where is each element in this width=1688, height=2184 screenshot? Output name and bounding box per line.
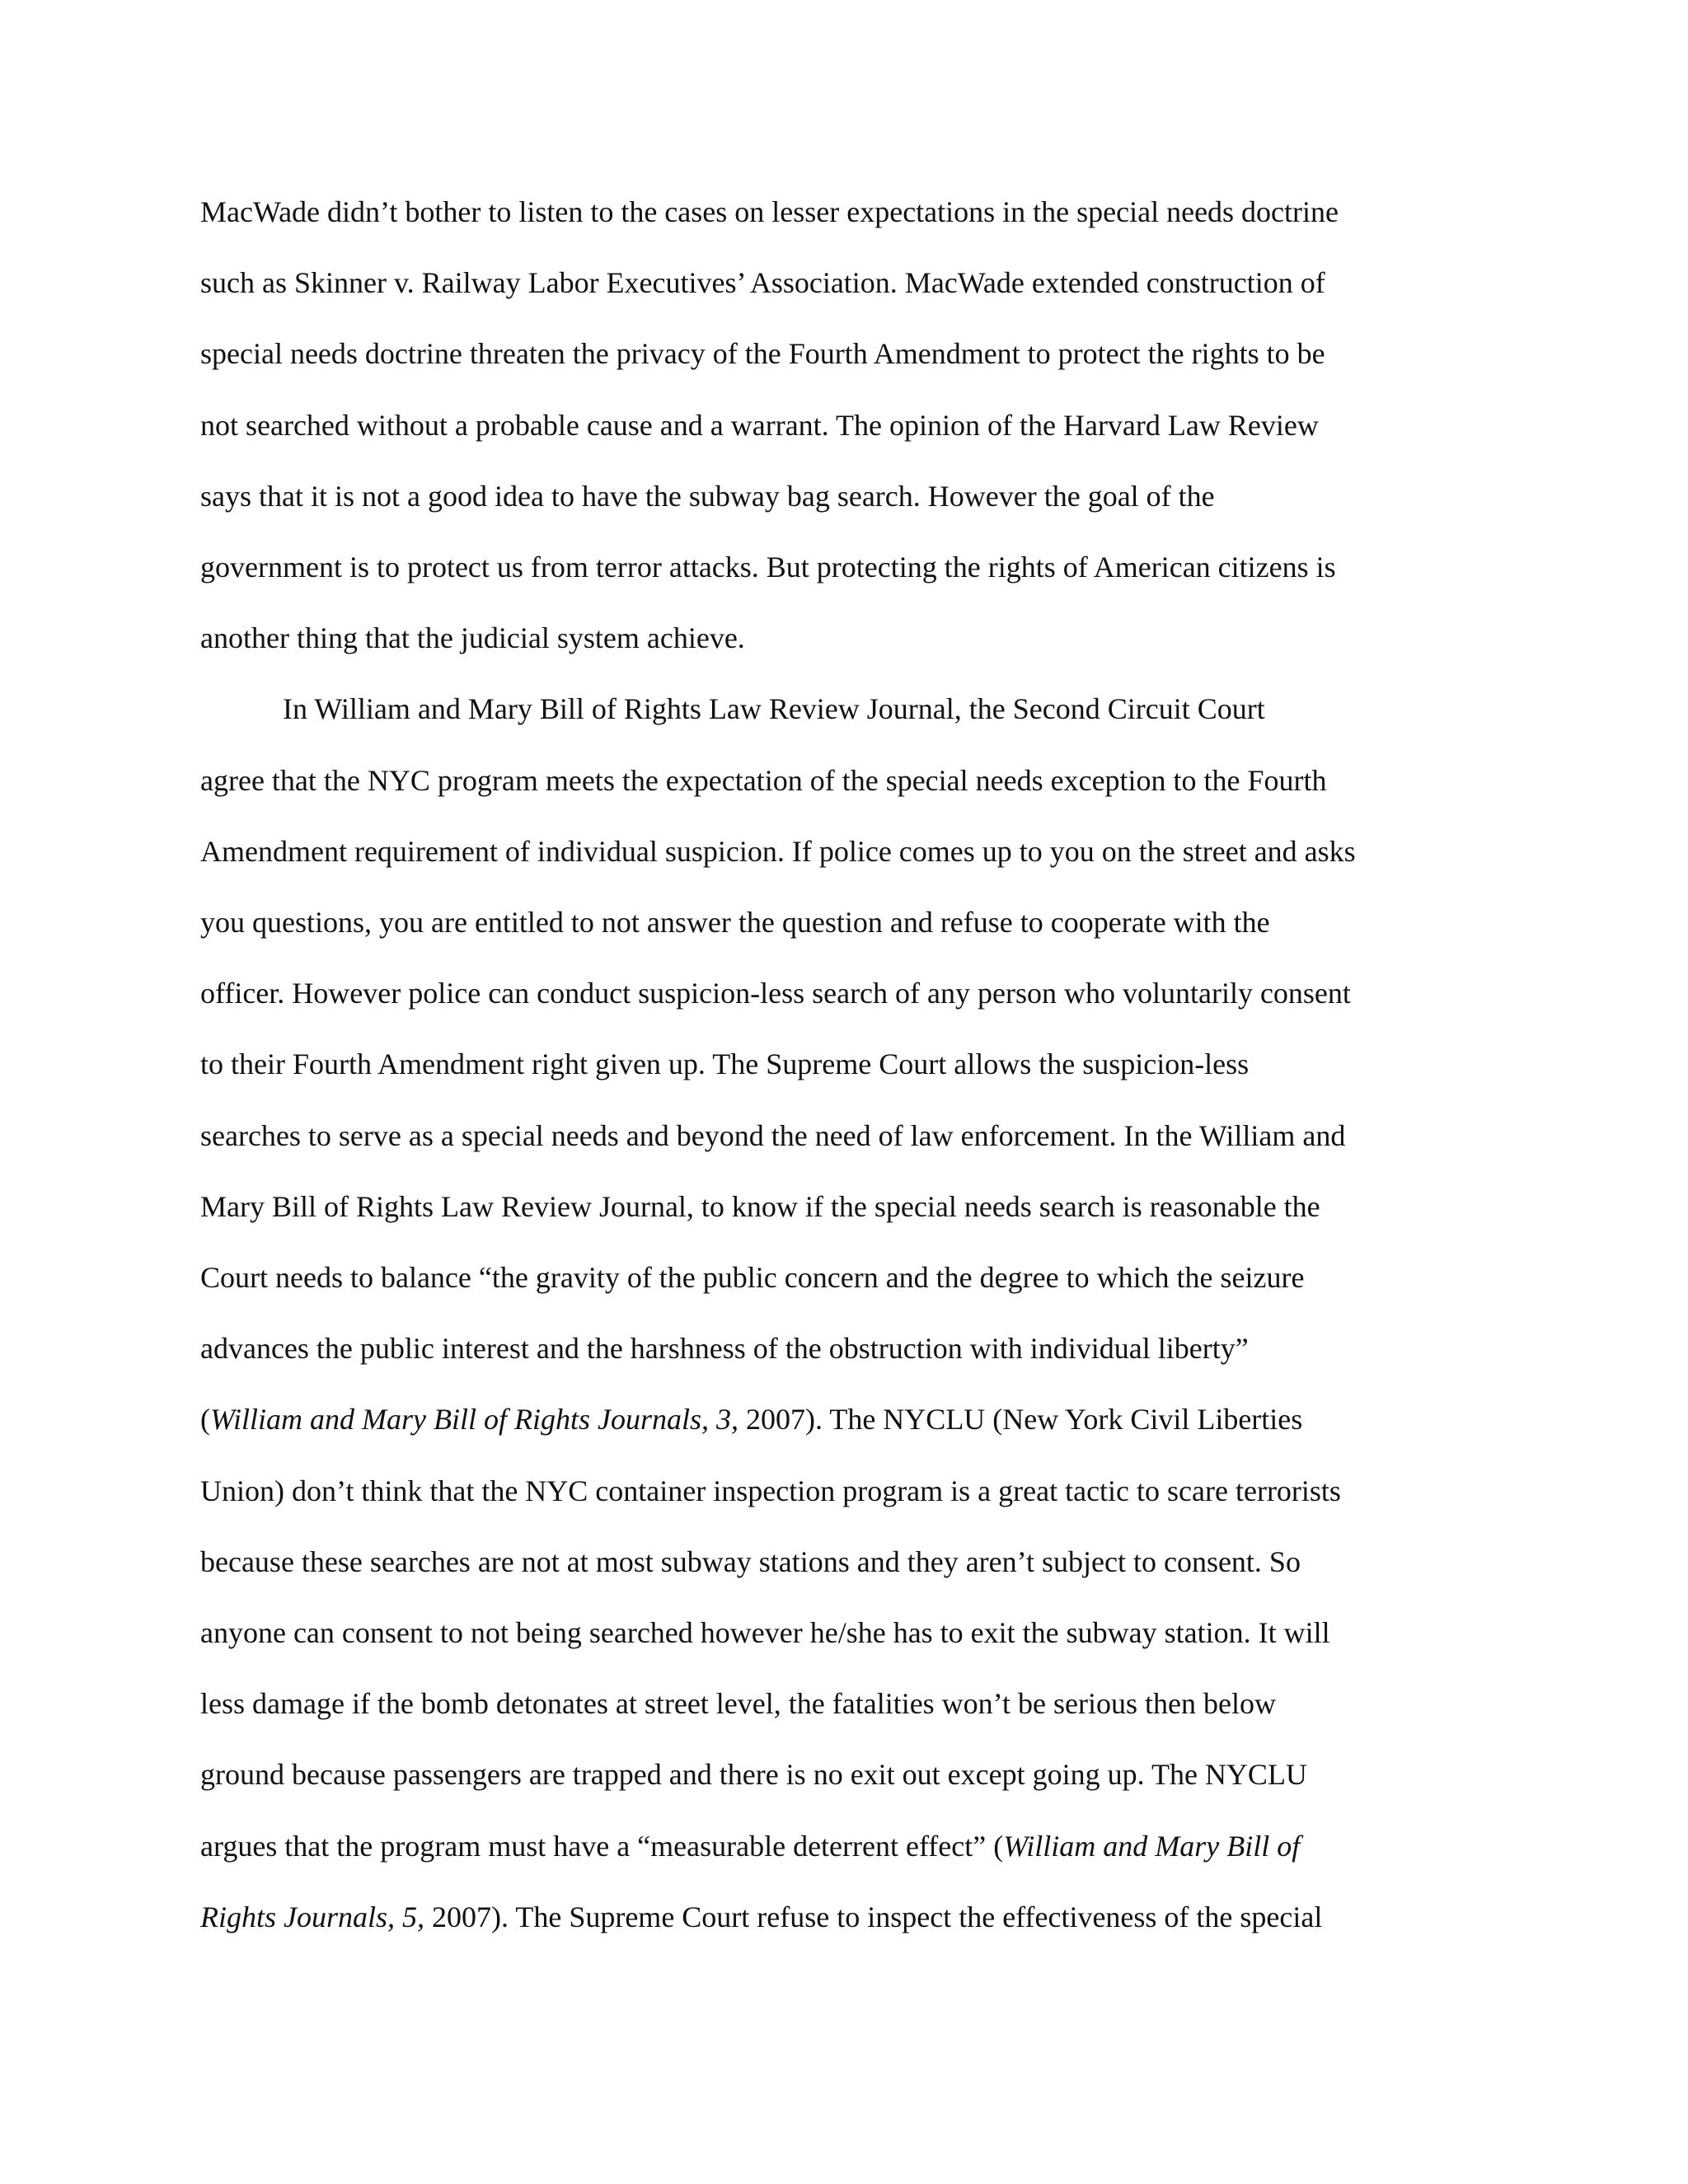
citation-italic-text: William and Mary Bill of xyxy=(1003,1829,1301,1863)
line-text: special needs doctrine threaten the privacy of the Fourth Amendment to protect the rights to be xyxy=(200,337,1325,371)
line-text: you questions, you are entitled to not answer the question and refuse to cooperate with the xyxy=(200,906,1270,939)
line-text: argues that the program must have a “measurable deterrent effect” ( xyxy=(200,1829,1004,1863)
text-line xyxy=(200,1542,1301,1582)
text-line xyxy=(200,1187,1320,1226)
text-line xyxy=(200,1116,1345,1155)
text-line xyxy=(200,902,1270,942)
text-line xyxy=(200,1399,1302,1439)
text-line xyxy=(200,1755,1307,1794)
line-text: advances the public interest and the harshness of the obstruction with individual liberty” xyxy=(200,1332,1249,1366)
line-text: such as Skinner v. Railway Labor Executives’ Association. MacWade extended construction of xyxy=(200,266,1325,300)
line-text: ground because passengers are trapped and there is no exit out except going up. The NYCLU xyxy=(200,1758,1307,1792)
line-text: ( xyxy=(200,1403,210,1436)
text-line xyxy=(200,761,1327,800)
text-line xyxy=(200,476,1215,516)
line-text: In William and Mary Bill of Rights Law Review Journal, the Second Circuit Court xyxy=(283,692,1265,726)
line-text: less damage if the bomb detonates at street level, the fatalities won’t be serious then below xyxy=(200,1687,1276,1721)
text-line xyxy=(200,547,1336,587)
text-line xyxy=(200,832,1356,871)
text-line xyxy=(200,192,1339,232)
line-text: not searched without a probable cause and a warrant. The opinion of the Harvard Law Review xyxy=(200,408,1319,442)
line-text: Mary Bill of Rights Law Review Journal, to know if the special needs search is reasonable the xyxy=(200,1189,1320,1223)
text-line xyxy=(200,973,1351,1013)
line-text: government is to protect us from terror attacks. But protecting the rights of American citizens is xyxy=(200,551,1336,583)
line-text: Amendment requirement of individual suspicion. If police comes up to you on the street and asks xyxy=(200,834,1356,868)
text-line xyxy=(200,1684,1276,1723)
line-text: 2007). The Supreme Court refuse to inspect the effectiveness of the special xyxy=(424,1900,1323,1933)
line-text: 2007). The NYCLU (New York Civil Liberties xyxy=(738,1403,1303,1436)
text-line xyxy=(283,689,1265,729)
text-line xyxy=(200,1897,1322,1937)
text-line xyxy=(200,263,1325,302)
text-line xyxy=(200,405,1319,445)
line-text: to their Fourth Amendment right given up. The Supreme Court allows the suspicion-less xyxy=(200,1047,1250,1081)
text-line xyxy=(200,1258,1304,1297)
text-line xyxy=(200,1044,1249,1084)
line-text: anyone can consent to not being searched however he/she has to exit the subway station. It will xyxy=(200,1616,1330,1649)
text-line xyxy=(200,1329,1249,1368)
line-text: searches to serve as a special needs and beyond the need of law enforcement. In the William and xyxy=(200,1118,1346,1152)
text-line xyxy=(200,1613,1330,1652)
line-text: agree that the NYC program meets the expectation of the special needs exception to the Fourth xyxy=(200,763,1327,797)
line-text: officer. However police can conduct suspicion-less search of any person who voluntarily consent xyxy=(200,977,1351,1010)
line-text: Union) don’t think that the NYC container inspection program is a great tactic to scare terrorists xyxy=(200,1474,1341,1507)
line-text: because these searches are not at most subway stations and they aren’t subject to consent. So xyxy=(200,1544,1301,1578)
text-line xyxy=(200,618,745,658)
line-text: says that it is not a good idea to have the subway bag search. However the goal of the xyxy=(200,479,1215,513)
line-text: MacWade didn’t bother to listen to the cases on lesser expectations in the special needs doctrine xyxy=(200,195,1339,228)
text-line xyxy=(200,1471,1341,1511)
citation-italic-text: Rights Journals, 5, xyxy=(200,1900,425,1933)
line-text: another thing that the judicial system achieve. xyxy=(200,621,745,655)
text-line xyxy=(200,1826,1300,1866)
text-line xyxy=(200,334,1325,373)
citation-italic-text: William and Mary Bill of Rights Journals, 3, xyxy=(210,1403,738,1436)
line-text: Court needs to balance “the gravity of the public concern and the degree to which the seizure xyxy=(200,1261,1305,1294)
